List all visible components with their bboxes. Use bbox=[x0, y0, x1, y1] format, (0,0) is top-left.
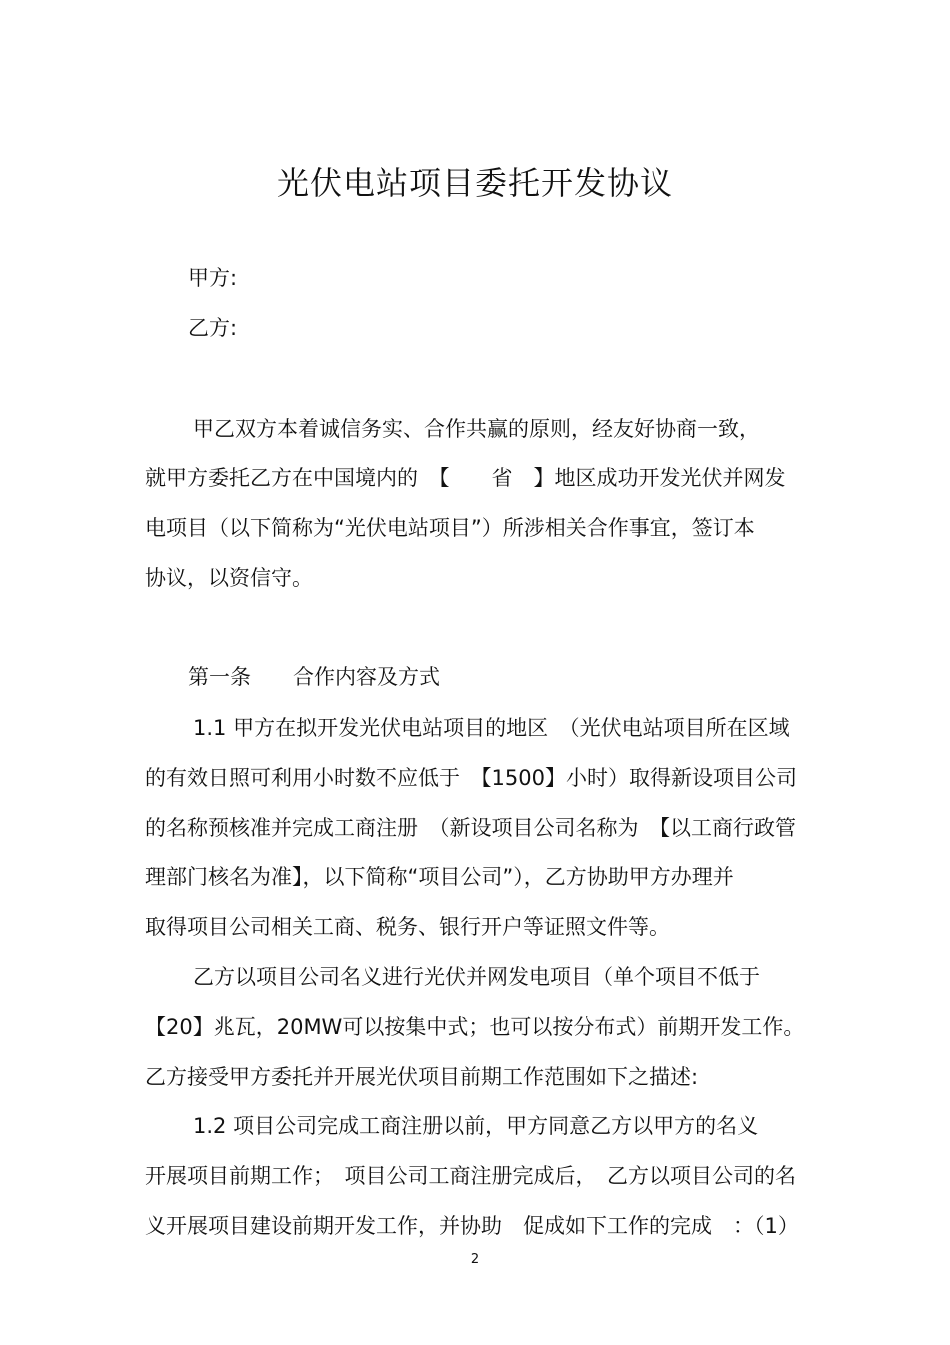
paragraph-b-line-3: 乙方接受甲方委托并开展光伏项目前期工作范围如下之描述: bbox=[145, 1065, 699, 1089]
party-a-label: 甲方: bbox=[188, 266, 238, 290]
clause-1-1-line-5: 取得项目公司相关工商、税务、银行开户等证照文件等。 bbox=[145, 915, 670, 939]
clause-1-1-line-3: 的名称预核准并完成工商注册 （新设项目公司名称为 【以工商行政管 bbox=[145, 816, 796, 840]
paragraph-b-line-1: 乙方以项目公司名义进行光伏并网发电项目（单个项目不低于 bbox=[193, 965, 760, 989]
clause-1-1-line-2: 的有效日照可利用小时数不应低于 【1500】小时）取得新设项目公司 bbox=[145, 766, 797, 790]
preamble-line-1: 甲乙双方本着诚信务实、合作共赢的原则，经友好协商一致， bbox=[193, 417, 760, 441]
paragraph-b-line-2: 【20】兆瓦，20MW可以按集中式；也可以按分布式）前期开发工作。 bbox=[145, 1015, 805, 1039]
preamble-line-2: 就甲方委托乙方在中国境内的 【 省 】地区成功开发光伏并网发 bbox=[145, 466, 786, 490]
preamble-line-4: 协议，以资信守。 bbox=[145, 566, 313, 590]
party-b-label: 乙方: bbox=[188, 316, 238, 340]
clause-1-2-line-2: 开展项目前期工作； 项目公司工商注册完成后， 乙方以项目公司的名 bbox=[145, 1164, 796, 1188]
document-title: 光伏电站项目委托开发协议 bbox=[276, 164, 673, 202]
clause-1-2-line-3: 义开展项目建设前期开发工作，并协助 促成如下工作的完成 ：（1） bbox=[145, 1214, 799, 1238]
clause-1-1-line-1: 1.1 甲方在拟开发光伏电站项目的地区 （光伏电站项目所在区域 bbox=[193, 716, 790, 740]
clause-1-1-line-4: 理部门核名为准】，以下简称“项目公司”），乙方协助甲方办理并 bbox=[145, 865, 734, 889]
preamble-line-3: 电项目（以下简称为“光伏电站项目”）所涉相关合作事宜，签订本 bbox=[145, 516, 755, 540]
clause-1-2-line-1: 1.2 项目公司完成工商注册以前，甲方同意乙方以甲方的名义 bbox=[193, 1114, 759, 1138]
page-number: 2 bbox=[470, 1252, 480, 1267]
article-1-heading: 第一条 合作内容及方式 bbox=[188, 665, 440, 689]
